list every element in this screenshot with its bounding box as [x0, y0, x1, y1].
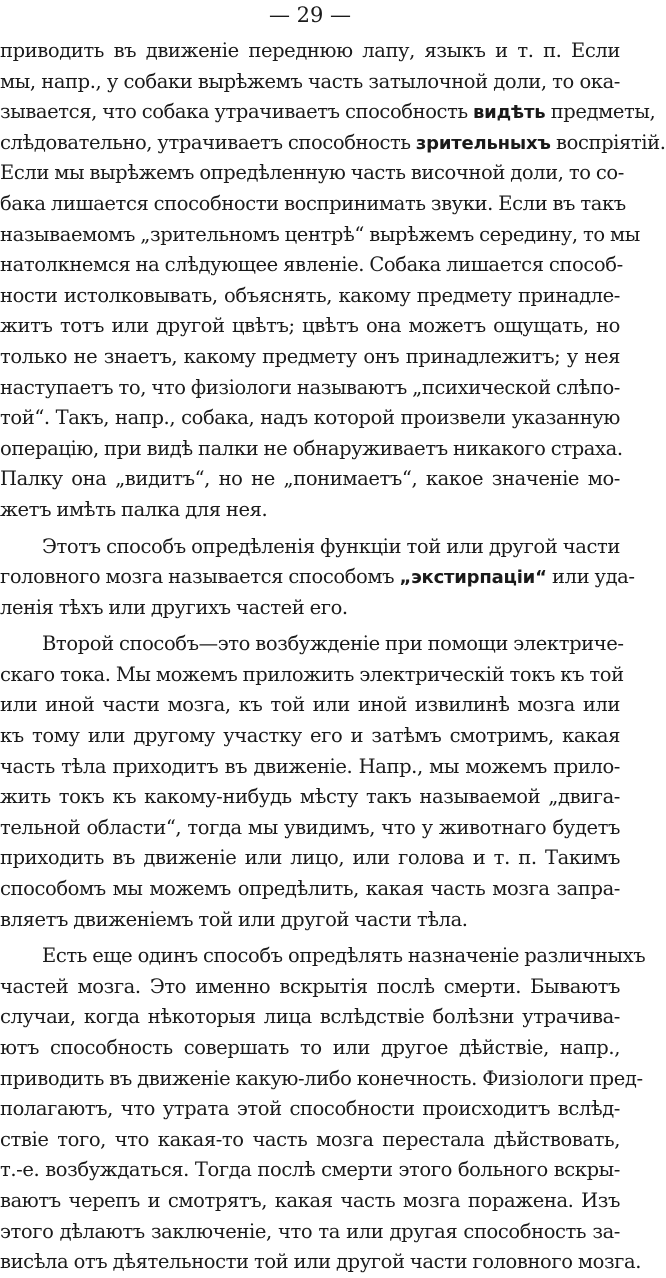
- text-line: [0, 782, 620, 813]
- text-line: [0, 1125, 620, 1156]
- text-run: способомъ мы можемъ опредѣлить, какая часть мозга запра-: [0, 877, 620, 901]
- text-line: [0, 1186, 620, 1217]
- text-run: натолкнемся на слѣдующее явленіе. Собака лишается способ-: [0, 253, 623, 277]
- text-run: ности истолковывать, объяснять, какому предмету принадле-: [0, 283, 620, 307]
- text-line: [0, 972, 620, 1003]
- text-line: [0, 843, 620, 874]
- text-line: [0, 403, 620, 434]
- text-run: только не знаетъ, какому предмету онъ принадлежитъ; у нея: [0, 344, 620, 368]
- text-run: частей мозга. Это именно вскрытія послѣ смерти. Бываютъ: [0, 974, 620, 998]
- text-line: [0, 690, 620, 721]
- text-run: предметы,: [545, 100, 656, 124]
- text-run: или уда-: [546, 565, 635, 589]
- text-run: слѣдовательно, утрачиваетъ способность: [0, 130, 416, 154]
- text-line: [0, 128, 666, 159]
- text-run: Есть еще одинъ способъ опредѣлять назначеніе различныхъ: [42, 944, 646, 968]
- text-run: житъ тотъ или другой цвѣтъ; цвѣтъ она можетъ ощущать, но: [0, 314, 620, 338]
- text-line: [0, 721, 620, 752]
- page-number: — 29 —: [268, 3, 352, 27]
- paragraph: [0, 36, 666, 526]
- text-run: полагаютъ, что утрата этой способности происходитъ вслѣд-: [0, 1097, 620, 1121]
- text-run: приходить въ движеніе или лицо, или голова и т. п. Такимъ: [0, 846, 620, 870]
- text-line: [0, 36, 620, 67]
- text-line: [0, 1247, 642, 1278]
- body-text: [0, 36, 666, 1278]
- paragraph: [0, 629, 624, 935]
- text-line: [0, 1033, 620, 1064]
- text-run: той“. Такъ, напр., собака, надъ которой произвели указанную: [0, 406, 620, 430]
- text-run: жить токъ къ какому-нибудь мѣсту такъ называемой „двига-: [0, 785, 620, 809]
- text-run: ваютъ черепъ и смотрятъ, какая часть мозга поражена. Изъ: [0, 1188, 620, 1212]
- text-line: [0, 97, 656, 128]
- paragraph: [0, 532, 635, 624]
- text-run: ствіе того, что какая-то часть мозга перестала дѣйствовать,: [0, 1127, 620, 1151]
- text-run: Если мы вырѣжемъ опредѣленную часть височной доли, то со-: [0, 161, 624, 185]
- text-run: бака лишается способности воспринимать звуки. Если въ такъ: [0, 191, 626, 215]
- text-run: т.-е. возбуждаться. Тогда послѣ смерти этого больного вскры-: [0, 1158, 620, 1182]
- text-run: или иной части мозга, къ той или иной извилинѣ мозга или: [0, 693, 620, 717]
- text-run: часть тѣла приходитъ въ движеніе. Напр., мы можемъ прило-: [0, 754, 620, 778]
- text-line: [0, 593, 620, 624]
- text-line: [0, 342, 620, 373]
- text-run: зывается, что собака утрачиваетъ способность: [0, 100, 473, 124]
- text-line: [0, 905, 620, 936]
- text-line: [0, 220, 640, 251]
- text-run: называемомъ „зрительномъ центрѣ“ вырѣжемъ середину, то мы: [0, 222, 640, 246]
- text-run: приводить въ движеніе переднюю лапу, языкъ и т. п. Если: [0, 39, 620, 62]
- text-run: къ тому или другому участку его и затѣмъ смотримъ, какая: [0, 724, 620, 748]
- text-run: этого дѣлаютъ заключеніе, что та или другая способность за-: [0, 1219, 620, 1243]
- text-line: [0, 1094, 620, 1125]
- emphasized-term: видѣть: [472, 102, 546, 124]
- text-line: [0, 158, 624, 189]
- text-line: [0, 562, 635, 593]
- text-run: ленія тѣхъ или другихъ частей его.: [0, 595, 348, 619]
- text-run: Палку она „видитъ“, но не „понимаетъ“, какое значеніе мо-: [0, 467, 620, 491]
- text-line: [0, 281, 620, 312]
- text-line: [0, 1064, 643, 1095]
- text-line: [0, 629, 624, 660]
- text-run: жетъ имѣть палка для нея.: [0, 497, 268, 521]
- text-run: воспріятій.: [550, 130, 666, 154]
- emphasized-term: зрительныхъ: [415, 132, 551, 154]
- paragraph: [0, 941, 646, 1278]
- text-line: [0, 67, 620, 98]
- text-run: скаго тока. Мы можемъ приложить электрическій токъ къ той: [0, 662, 624, 686]
- text-line: [0, 464, 620, 495]
- text-line: [0, 434, 623, 465]
- text-run: мы, напр., у собаки вырѣжемъ часть затылочной доли, то ока-: [0, 69, 620, 93]
- text-line: [0, 941, 646, 972]
- text-run: ютъ способность совершать то или другое дѣйствіе, напр.,: [0, 1036, 620, 1059]
- text-line: [0, 1217, 620, 1248]
- text-line: [0, 311, 620, 342]
- text-run: приводить въ движеніе какую-либо конечность. Физіологи пред-: [0, 1066, 643, 1090]
- text-line: [0, 1155, 620, 1186]
- text-run: Этотъ способъ опредѣленія функціи той или другой части: [42, 534, 620, 558]
- text-run: случаи, когда нѣкоторыя лица вслѣдствіе болѣзни утрачива-: [0, 1005, 620, 1029]
- text-run: наступаетъ то, что физіологи называютъ „психической слѣпо-: [0, 375, 620, 399]
- text-line: [0, 813, 620, 844]
- text-run: головного мозга называется способомъ: [0, 565, 400, 589]
- emphasized-term: „экстирпаціи“: [399, 567, 547, 589]
- text-line: [0, 532, 620, 563]
- text-run: операцію, при видѣ палки не обнаруживаетъ никакого страха.: [0, 436, 623, 460]
- text-line: [0, 660, 624, 691]
- text-line: [0, 250, 623, 281]
- text-line: [0, 1002, 620, 1033]
- text-run: вляетъ движеніемъ той или другой части тѣла.: [0, 907, 468, 931]
- text-run: висѣла отъ дѣятельности той или другой части головного мозга.: [0, 1250, 642, 1274]
- text-run: тельной области“, тогда мы увидимъ, что у животнаго будетъ: [0, 815, 620, 839]
- text-line: [0, 189, 626, 220]
- text-line: [0, 373, 620, 404]
- text-run: Второй способъ—это возбужденіе при помощи электриче-: [42, 632, 624, 656]
- text-line: [0, 874, 620, 905]
- text-line: [0, 752, 620, 783]
- text-line: [0, 495, 620, 526]
